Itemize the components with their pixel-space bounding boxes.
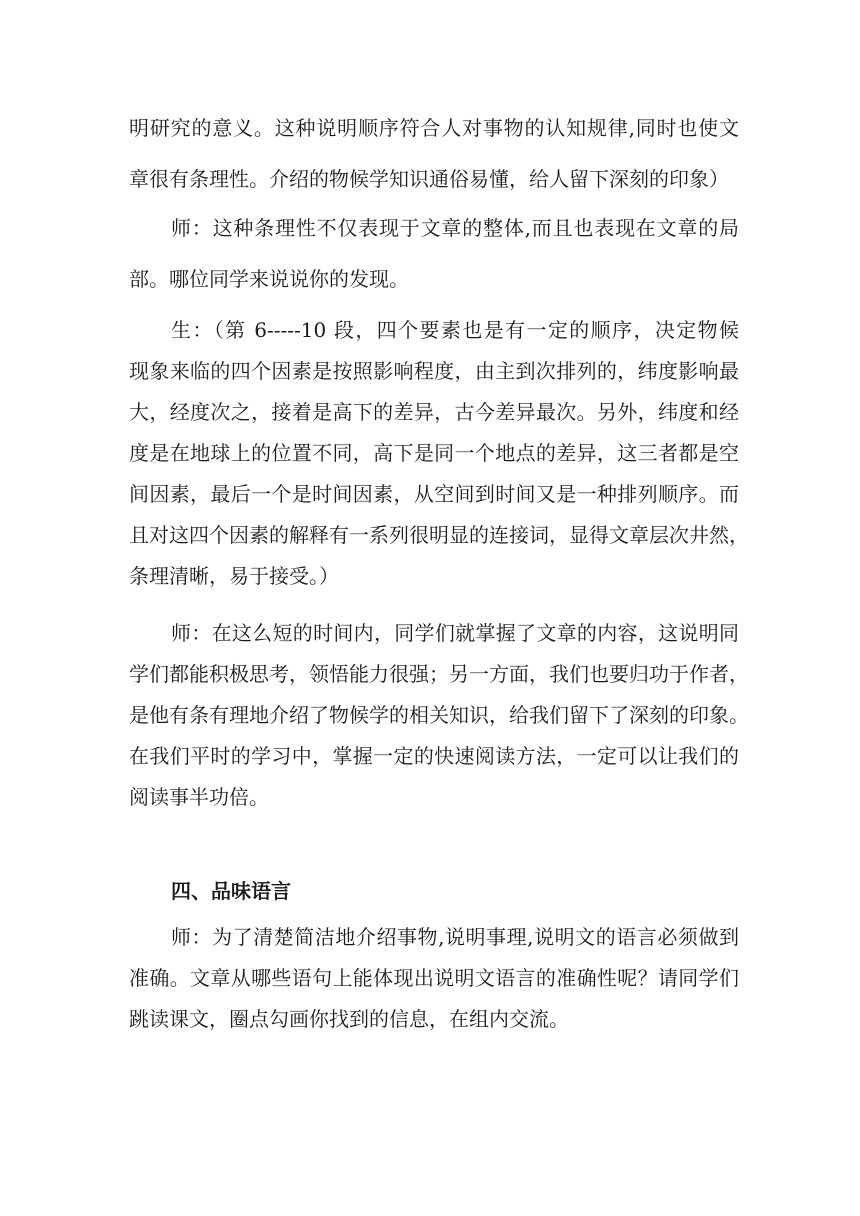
paragraph-4 [129, 614, 749, 817]
paragraph-line: 在我们平时的学习中，掌握一定的快速阅读方法，一定可以让我们的 [129, 744, 739, 768]
paragraph-line: 师：在这么短的时间内，同学们就掌握了文章的内容，这说明同 [171, 621, 739, 645]
paragraph-1 [129, 109, 739, 199]
paragraph-line: 明研究的意义。这种说明顺序符合人对事物的认知规律,同时也使文 [129, 116, 739, 140]
paragraph-line: 现象来临的四个因素是按照影响程度，由主到次排列的，纬度影响最 [129, 359, 739, 383]
paragraph-line: 准确。文章从哪些语句上能体现出说明文语言的准确性呢？请同学们 [129, 966, 739, 990]
paragraph-line: 且对这四个因素的解释有一系列很明显的连接词，显得文章层次井然， [129, 523, 749, 547]
paragraph-line: 跳读课文，圈点勾画你找到的信息，在组内交流。 [129, 1007, 569, 1031]
paragraph-line: 度是在地球上的位置不同，高下是同一个地点的差异，这三者都是空 [129, 441, 739, 465]
paragraph-line: 阅读事半功倍。 [129, 785, 269, 809]
paragraph-line: 生：（第 6-----10 段，四个要素也是有一定的顺序，决定物候 [171, 318, 739, 342]
paragraph-line: 是他有条有理地介绍了物候学的相关知识，给我们留下了深刻的印象。 [129, 703, 749, 727]
paragraph-line: 学们都能积极思考，领悟能力很强；另一方面，我们也要归功于作者， [129, 662, 749, 686]
paragraph-5 [129, 918, 739, 1039]
paragraph-line: 大，经度次之，接着是高下的差异，古今差异最次。另外，纬度和经 [129, 400, 739, 424]
paragraph-3 [129, 311, 749, 596]
paragraph-line: 章很有条理性。介绍的物候学知识通俗易懂，给人留下深刻的印象） [129, 167, 729, 191]
section-heading: 四、品味语言 [171, 879, 291, 903]
paragraph-line: 条理清晰，易于接受。） [129, 564, 339, 588]
paragraph-line: 师：为了清楚简洁地介绍事物,说明事理,说明文的语言必须做到 [171, 925, 739, 949]
paragraph-line: 部。哪位同学来说说你的发现。 [129, 267, 409, 291]
paragraph-2 [129, 209, 739, 299]
paragraph-line: 间因素，最后一个是时间因素，从空间到时间又是一种排列顺序。而 [129, 482, 739, 506]
paragraph-line: 师：这种条理性不仅表现于文章的整体,而且也表现在文章的局 [171, 216, 739, 240]
